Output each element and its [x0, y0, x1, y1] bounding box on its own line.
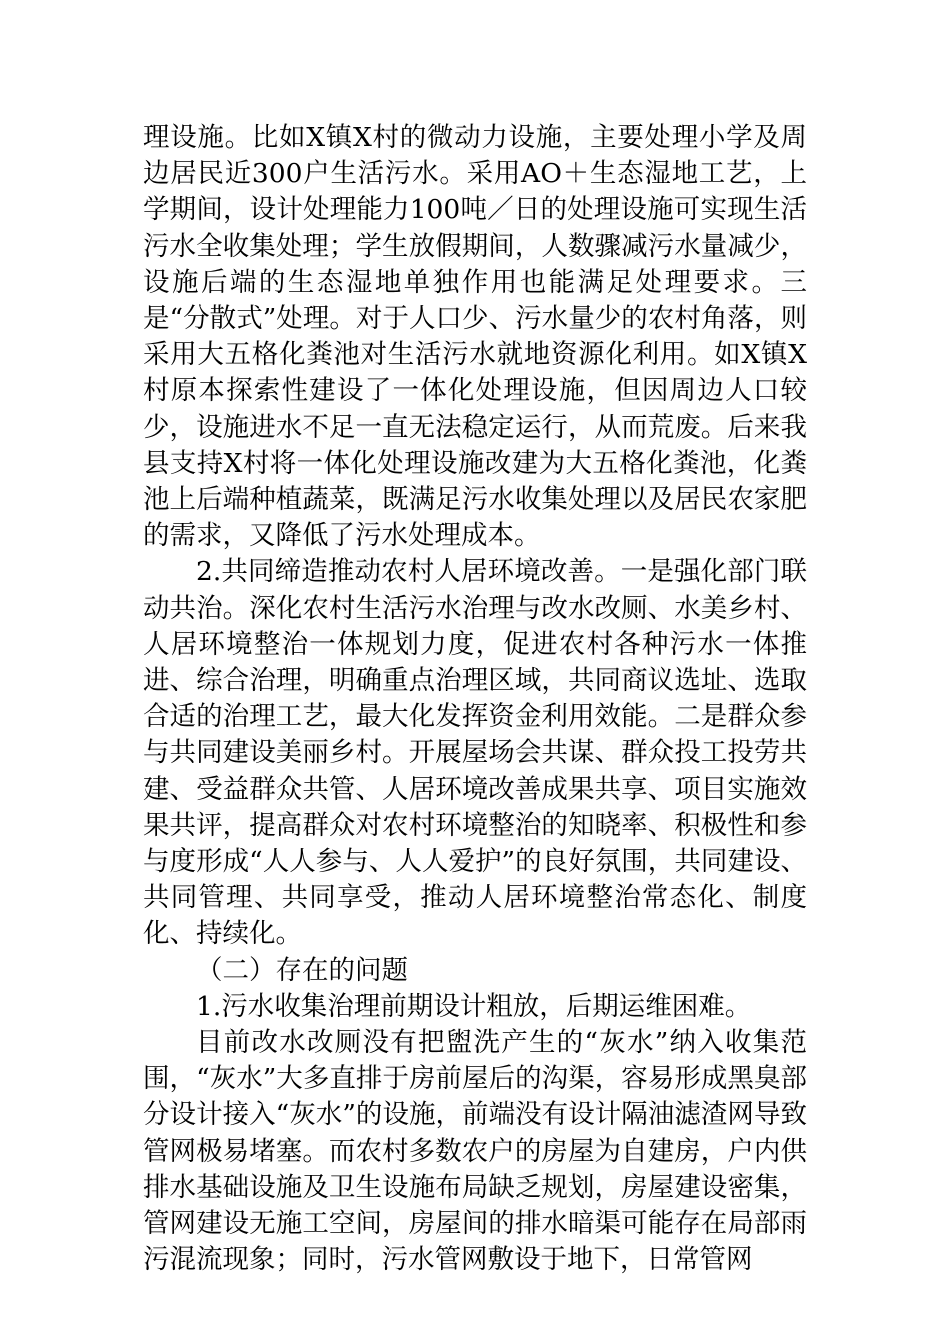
body-paragraph-greywater: 目前改水改厕没有把盥洗产生的“灰水”纳入收集范围，“灰水”大多直排于房前屋后的沟渠，容易形成黑臭部分设计接入“灰水”的设施，前端没有设计隔油滤渣网导致管网极易堵塞。而农村多数农户的房屋为自建房，户内供排水基础设施及卫生设施布局缺乏规划，房屋建设密集，管网建设无施工空间，房屋间的排水暗渠可能存在局部雨污混流现象；同时，污水管网敷设于地下，日常管网 — [143, 1027, 807, 1276]
body-paragraph-continued: 理设施。比如X镇X村的微动力设施，主要处理小学及周边居民近300户生活污水。采用AO＋生态湿地工艺，上学期间，设计处理能力100吨／日的处理设施可实现生活污水全收集处理；学生放假期间，人数骤减污水量减少，设施后端的生态湿地单独作用也能满足处理要求。三是“分散式”处理。对于人口少、污水量少的农村角落，则采用大五格化粪池对生活污水就地资源化利用。如X镇X村原本探索性建设了一体化处理设施，但因周边人口较少，设施进水不足一直无法稳定运行，从而荒废。后来我县支持X村将一体化处理设施改建为大五格化粪池，化粪池上后端种植蔬菜，既满足污水收集处理以及居民农家肥的需求，又降低了污水处理成本。 — [143, 122, 807, 552]
section-heading-problems: （二）存在的问题 — [196, 954, 408, 986]
subsection-heading-design: 1.污水收集治理前期设计粗放，后期运维困难。 — [196, 990, 752, 1022]
document-body — [143, 120, 807, 1279]
body-paragraph-co-building: 2.共同缔造推动农村人居环境改善。一是强化部门联动共治。深化农村生活污水治理与改水改厕、水美乡村、人居环境整治一体规划力度，促进农村各种污水一体推进、综合治理，明确重点治理区域，共同商议选址、选取合适的治理工艺，最大化发挥资金利用效能。二是群众参与共同建设美丽乡村。开展屋场会共谋、群众投工投劳共建、受益群众共管、人居环境改善成果共享、项目实施效果共评，提高群众对农村环境整治的知晓率、积极性和参与度形成“人人参与、人人爱护”的良好氛围，共同建设、共同管理、共同享受，推动人居环境整治常态化、制度化、持续化。 — [143, 556, 807, 950]
